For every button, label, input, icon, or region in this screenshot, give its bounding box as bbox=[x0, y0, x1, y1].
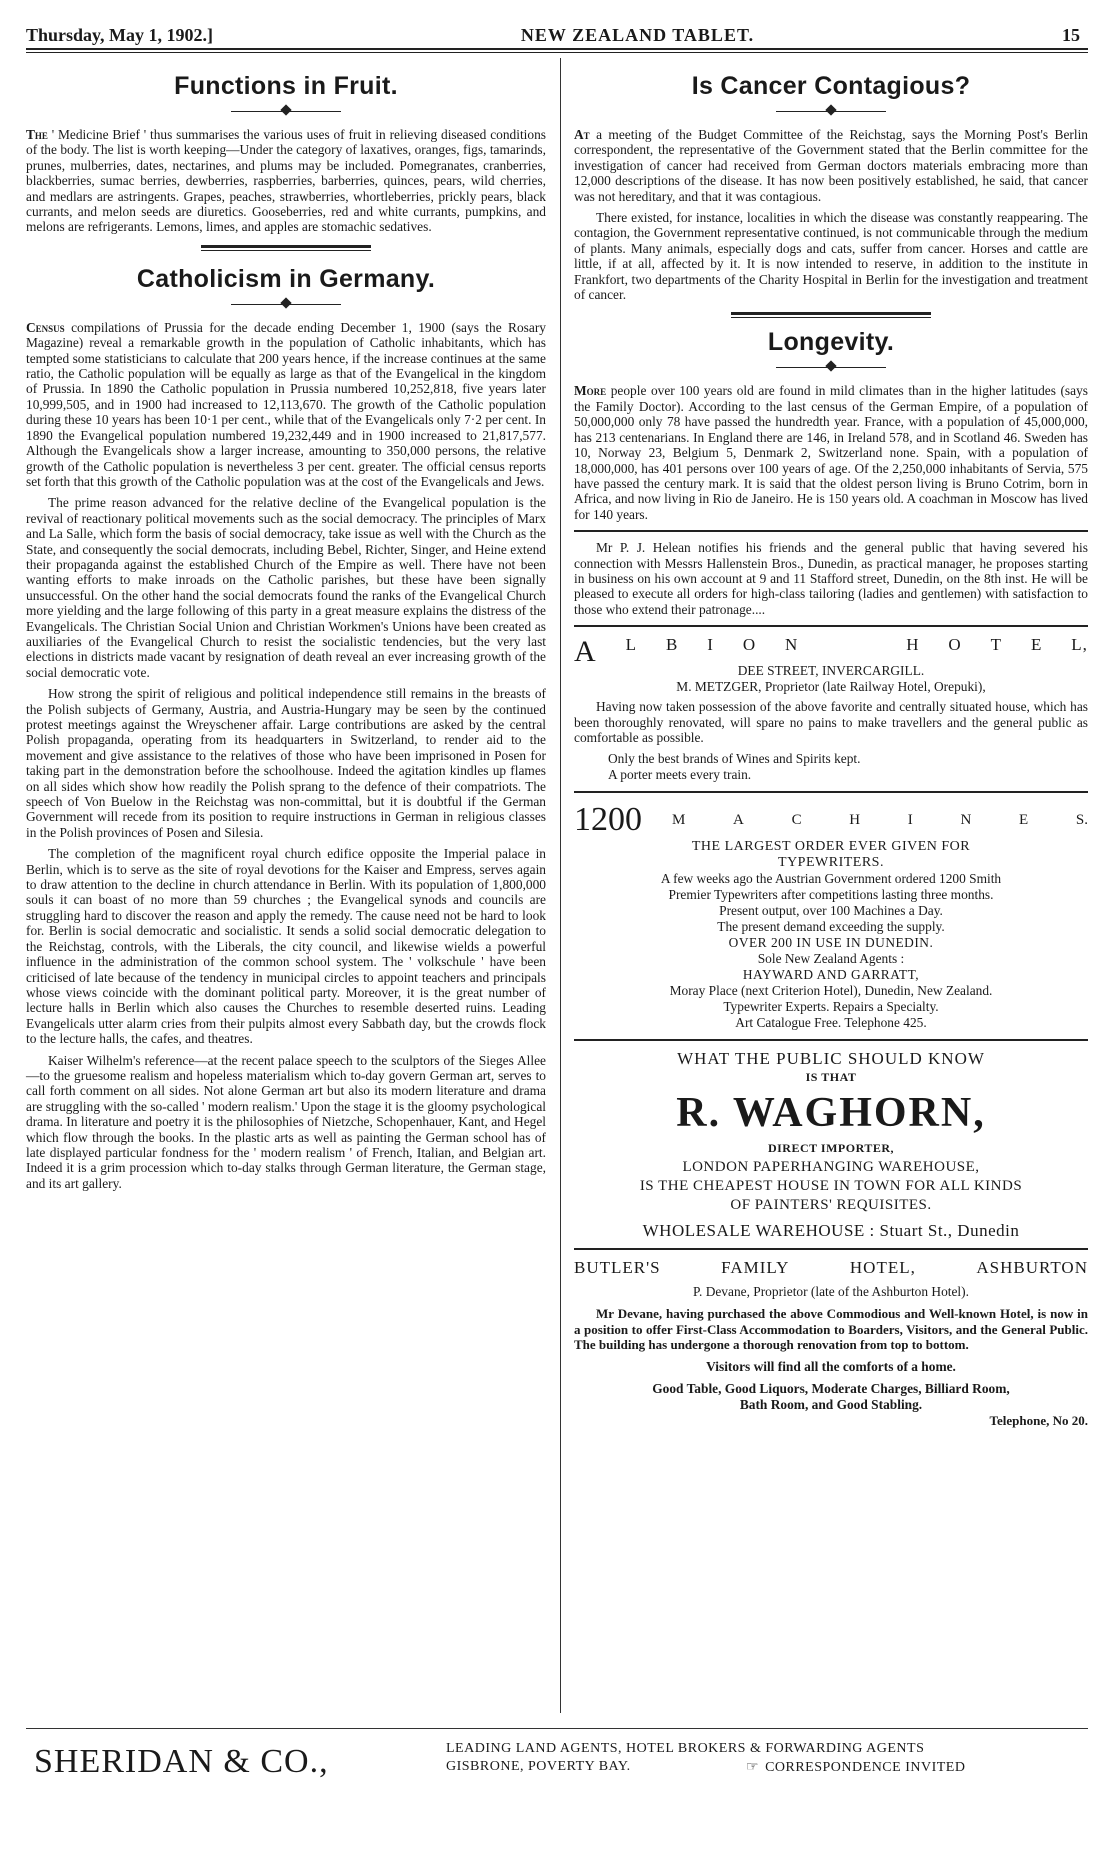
header-rule bbox=[26, 48, 1088, 53]
catholicism-title: Catholicism in Germany. bbox=[136, 264, 436, 293]
newspaper-page bbox=[26, 18, 1088, 1828]
machines-letter: S. bbox=[1075, 812, 1088, 829]
albion-letter: A bbox=[574, 635, 597, 669]
waghorn-l4: LONDON PAPERHANGING WAREHOUSE, bbox=[682, 1159, 980, 1176]
catholicism-p1-text: compilations of Prussia for the decade ending December 1, 1900 (says the Rosary Magazine) reveal a remarkable growth in the population of Catholic inhabitants, which has tempted some statisticians to calculate that 200 years hence, if the increase continues at the same ratio, the Catholic population will be equally as large as that of the Evangelical in the kingdom of Prussia. In 1890 the Catholic population in Prussia numbered 10,252,818, five years later 10,999,505, and in 1900 had increased to 12,113,670. The growth of the Catholic population during these 10 years has been 10·1 per cent., while that of the Evangelicals only 7·2 per cent. In 1890 the Evangelical population numbered 19,232,449 and in 1900 increased to 21,817,577. Although the Evangelicals show a larger increase, amounting to 350,000 persons, the relative growth of the Catholic population is nevertheless 3 per cent. greater. The official census reports set forth that this growth of the Catholic population was at the cost of the Evangelicals and Jews. bbox=[26, 319, 546, 489]
ornament-divider bbox=[776, 105, 886, 119]
right-column bbox=[574, 58, 1088, 1429]
machines-letter: N bbox=[960, 812, 972, 829]
butler-word: HOTEL, bbox=[849, 1258, 916, 1278]
butler-word: ASHBURTON bbox=[976, 1258, 1088, 1278]
waghorn-name: R. WAGHORN, bbox=[676, 1090, 986, 1137]
sheridan-l1: LEADING LAND AGENTS, HOTEL BROKERS & FORWARDING AGENTS bbox=[446, 1741, 925, 1756]
waghorn-l2: IS THAT bbox=[805, 1070, 857, 1085]
columns bbox=[26, 58, 1088, 1713]
machines-l9: HAYWARD AND GARRATT, bbox=[742, 967, 920, 983]
machines-l3: A few weeks ago the Austrian Government ordered 1200 Smith bbox=[660, 871, 1002, 887]
section-divider bbox=[201, 245, 371, 251]
butler-l5: Telephone, No 20. bbox=[989, 1412, 1088, 1428]
section-divider bbox=[731, 312, 931, 318]
header-date: Thursday, May 1, 1902.] bbox=[26, 25, 214, 45]
longevity-article bbox=[574, 383, 1088, 522]
albion-letter: H bbox=[906, 635, 920, 655]
fruit-lead: The bbox=[26, 127, 48, 142]
ornament-divider bbox=[231, 298, 341, 312]
machines-letter: E bbox=[1019, 812, 1029, 829]
rule bbox=[574, 625, 1088, 627]
sheridan-l3-group bbox=[746, 1759, 965, 1776]
waghorn-l1: WHAT THE PUBLIC SHOULD KNOW bbox=[677, 1049, 985, 1069]
albion-address: DEE STREET, INVERCARGILL. bbox=[737, 663, 925, 679]
albion-letter: I bbox=[707, 635, 714, 655]
albion-proprietor: M. METZGER, Proprietor (late Railway Hotel, Orepuki), bbox=[676, 679, 986, 695]
cancer-p1 bbox=[574, 127, 1088, 204]
albion-letter: L, bbox=[1071, 635, 1088, 655]
machines-l5: Present output, over 100 Machines a Day. bbox=[719, 903, 943, 919]
sheridan-l2: GISBRONE, POVERTY BAY. bbox=[446, 1759, 631, 1774]
ornament-divider bbox=[776, 361, 886, 375]
longevity-lead: More bbox=[574, 383, 607, 399]
albion-letter: O bbox=[948, 635, 962, 655]
albion-l3: A porter meets every train. bbox=[608, 767, 752, 783]
butler-proprietor: P. Devane, Proprietor (late of the Ashburton Hotel). bbox=[693, 1284, 969, 1300]
machines-l4: Premier Typewriters after competitions lasting three months. bbox=[668, 887, 994, 903]
fruit-article bbox=[26, 127, 546, 235]
column-divider bbox=[560, 58, 561, 1713]
catholicism-p3: How strong the spirit of religious and political independence still remains in the breasts of the Polish subjects of Germany, Austria, and Austria-Hungary may be seen by the continued protest meetings against the Wreyschener affair. Large contributions are asked by the central Polish propaganda, operating from its headquarters in Switzerland, to render aid to the movement and give assistance to the relatives of those who have been imprisoned in Posen for taking part in the demonstration before the schoolhouse. Indeed the agitation kindles up flames on all sides which show how readily the Polish sprang to the defence of their compatriots. The speech of Von Buelow in the Reichstag was non-committal, but it is doubtful if the German Government will recede from its position to require instructions in German in religious classes in the Polish provinces of Posen and Silesia. bbox=[26, 686, 546, 840]
catholicism-p4: The completion of the magnificent royal church edifice opposite the Imperial palace in Berlin, which is to serve as the site of royal devotions for the Kaiser and Empress, serves again to draw attention to the decline in church attendance in Berlin. With its population of 1,800,000 souls it can boast of no more than 59 churches ; the Evangelical synods and councils are struggling hard to discover the reason and apply the remedy. The cause need not be hard to look for. Berlin is social democratic and socialistic. It sends a solid social democratic delegation to the Reichstag, controls, with the Liberals, the city council, and likewise wields a powerful influence in the administration of the common school system. The ' volkschule ' have been criticised of late because of the tendency in municipal circles to appoint teachers and principals whose views coincide with the dominant political party. Moreover, it is the great number of lecture halls in Berlin which also causes the Churches to resemble deserted ruins. Leading Evangelicals utter alarm cries from their pulpits almost every Sabbath day, but the crowds flock to the lecture halls, the cafes, and theatres. bbox=[26, 846, 546, 1047]
machines-letter: C bbox=[791, 812, 802, 829]
machines-letter: M bbox=[672, 812, 686, 829]
longevity-title: Longevity. bbox=[767, 328, 895, 357]
albion-letter: N bbox=[785, 635, 799, 655]
header-page-number: 15 bbox=[1061, 25, 1080, 45]
albion-letter: E bbox=[1030, 635, 1043, 655]
waghorn-ad bbox=[574, 1049, 1088, 1240]
butler-word: BUTLER'S bbox=[574, 1258, 661, 1278]
machines-l12: Art Catalogue Free. Telephone 425. bbox=[735, 1015, 927, 1031]
butler-l4: Bath Room, and Good Stabling. bbox=[739, 1396, 923, 1412]
albion-letter: L bbox=[625, 635, 637, 655]
butler-heading bbox=[574, 1258, 1088, 1278]
rule bbox=[574, 791, 1088, 793]
machines-heading bbox=[574, 801, 1088, 839]
albion-hotel-ad bbox=[574, 635, 1088, 783]
helean-notice: Mr P. J. Helean notifies his friends and the general public that having severed his connection with Messrs Hallenstein Bros., Dunedin, as practical manager, he proposes starting in business on his own account at 9 and 11 Stafford street, Dunedin, on the 8th inst. He will be pleased to execute all orders for high-class tailoring (ladies and gentlemen) with satisfaction to those who extend their patronage.... bbox=[574, 540, 1088, 617]
catholicism-p5: Kaiser Wilhelm's reference—at the recent palace speech to the sculptors of the Sieges Allee—to the gruesome realism and hopeless materialism which to-day govern German art, serves to call forth comment on all sides. Not alone German art but also its modern literature and drama are struggling with the so-called ' modern realism.' Upon the stage it is the gloomy psychological drama. In literature and poetry it is the philosophies of Nietzche, Schopenhauer, Kant, and Hegel which flow through the books. In the plastic arts as well as painting the German school has of late displayed particular fondness for the ' modern realism ' of French, Italian, and Belgian art. Indeed it is a grim procession which to-day stalks through German literature, the German stage, and its art gallery. bbox=[26, 1052, 546, 1191]
machines-l7: OVER 200 IN USE IN DUNEDIN. bbox=[728, 935, 934, 951]
catholicism-lead: Census bbox=[26, 319, 65, 335]
albion-l2: Only the best brands of Wines and Spirits kept. bbox=[608, 751, 861, 767]
sheridan-l3: CORRESPONDENCE INVITED bbox=[765, 1760, 966, 1775]
albion-letter: O bbox=[742, 635, 757, 655]
waghorn-l6: OF PAINTERS' REQUISITES. bbox=[730, 1197, 932, 1214]
page-header bbox=[26, 18, 1088, 46]
cancer-p2: There existed, for instance, localities in which the disease was constantly reappearing. The contagion, the Government representative continued, is not communicable through the medium of plants. Many animals, especially dogs and cats, suffer from cancer. Horses and cattle are little, if at all, affected by it. It is now intended to reserve, in addition to the institute in Frankfort, two departments of the Charity Hospital in Berlin for the investigation and treatment of cancer. bbox=[574, 210, 1088, 303]
sheridan-name: SHERIDAN & CO., bbox=[34, 1743, 329, 1780]
butler-hotel-ad bbox=[574, 1258, 1088, 1428]
rule bbox=[574, 1248, 1088, 1250]
waghorn-l7: WHOLESALE WAREHOUSE : Stuart St., Dunedin bbox=[642, 1221, 1020, 1241]
machines-letter: A bbox=[733, 812, 744, 829]
albion-letter: T bbox=[990, 635, 1003, 655]
cancer-title: Is Cancer Contagious? bbox=[691, 72, 971, 100]
ornament-divider bbox=[231, 105, 341, 119]
machines-l10: Moray Place (next Criterion Hotel), Dunedin, New Zealand. bbox=[669, 983, 993, 999]
machines-ad bbox=[574, 801, 1088, 1031]
butler-word: FAMILY bbox=[721, 1258, 790, 1278]
cancer-p1-text: a meeting of the Budget Committee of the Reichstag, says the Morning Post's Berlin correspondent, the representative of the Government stated that the Berlin committee for the investigation of cancer had received from German doctors materials embracing more than 12,000 descriptions of the disease. It has now been positively established, he said, that cancer was not hereditary, and that it was contagious. bbox=[574, 127, 1088, 204]
longevity-body: people over 100 years old are found in mild climates than in the higher latitudes (says the Family Doctor). According to the last census of the German Empire, of a population of 50,000,000 only 78 have passed the hundredth year. France, with a population of 45,000,000, has 213 centenarians. In England there are 146, in Ireland 578, and in Scotland 46. Sweden has 10, Norway 23, Belgium 5, Denmark 2, Switzerland none. Spain, with a population of 18,000,000, has 401 persons over 100 years of age. Of the 2,250,000 inhabitants of Servia, 575 have passed the century mark. It is said that the oldest person living is Bruno Cotrim, born in Africa, and now living in Rio de Janeiro. He is 150 years old. A coachman in Moscow has lived for 140 years. bbox=[574, 383, 1088, 522]
butler-p1: Mr Devane, having purchased the above Commodious and Well-known Hotel, is now in a position to offer First-Class Accommodation to Boarders, Visitors, and the General Public. The building has undergone a thorough renovation from top to bottom. bbox=[574, 1306, 1088, 1353]
machines-l11: Typewriter Experts. Repairs a Specialty. bbox=[723, 999, 939, 1015]
butler-l2: Visitors will find all the comforts of a home. bbox=[706, 1358, 956, 1374]
albion-p1: Having now taken possession of the above favorite and centrally situated house, which has been thoroughly renovated, will spare no pains to make travellers and the general public as comfortable as possible. bbox=[574, 699, 1088, 745]
pointing-hand-icon: ☞ bbox=[746, 1760, 760, 1775]
waghorn-l5: IS THE CHEAPEST HOUSE IN TOWN FOR ALL KINDS bbox=[639, 1178, 1023, 1195]
machines-letter: H bbox=[849, 812, 861, 829]
left-column bbox=[26, 58, 546, 1197]
machines-number: 1200 bbox=[574, 801, 642, 839]
fruit-body: ' Medicine Brief ' thus summarises the various uses of fruit in relieving diseased conditions of the body. The list is worth keeping—Under the category of laxatives, oranges, figs, tamarinds, prunes, mulberries, dates, nectarines, and plums may be included. Pomegranates, cranberries, blackberries, sumac berries, dewberries, raspberries, barberries, quinces, pears, wild cherries, and medlars are astringents. Grapes, peaches, strawberries, whortleberries, prickly pears, black currants, and melon seeds are diuretics. Gooseberries, red and white currants, pumpkins, and melons are refrigerants. Lemons, limes, and apples are stomachic sedatives. bbox=[26, 127, 546, 235]
rule bbox=[574, 530, 1088, 532]
waghorn-l3: DIRECT IMPORTER, bbox=[767, 1141, 895, 1156]
cancer-lead: At bbox=[574, 127, 590, 142]
machines-l1: THE LARGEST ORDER EVER GIVEN FOR bbox=[691, 839, 971, 855]
header-publication: NEW ZEALAND TABLET. bbox=[520, 25, 755, 45]
fruit-title: Functions in Fruit. bbox=[174, 72, 398, 100]
catholicism-p2: The prime reason advanced for the relative decline of the Evangelical population is the revival of reactionary political movements such as the social democracy. The principles of Marx and La Salle, which form the basis of social democracy, take issue as well with the Church as the State, and consequently the social democrats, including Bebel, Richter, Singer, and Heine extend their propaganda against the established Church of the Empire as well. There have not been wanting efforts to make inroads on the Catholic parishes, but these have been signally unsuccessful. On the other hand the social democrats found the ranks of the Evangelical Church more yielding and the large following of this party in a great measure explains the distress of the Evangelicals. The Christian Social Union and Christian Workmen's Unions have been created as auxiliaries of the Evangelical Church to resist the socialistic tendencies, but the very last elections in districts made vacant by resignation of death reveal an ever increasing growth of the social democratic vote. bbox=[26, 495, 546, 680]
machines-letters bbox=[672, 812, 1088, 839]
machines-l6: The present demand exceeding the supply. bbox=[717, 919, 945, 935]
machines-letter: I bbox=[907, 812, 913, 829]
machines-l2: TYPEWRITERS. bbox=[778, 855, 884, 871]
catholicism-p1 bbox=[26, 320, 546, 489]
machines-l8: Sole New Zealand Agents : bbox=[757, 951, 905, 967]
albion-letter: B bbox=[665, 635, 679, 655]
footer-ad bbox=[26, 1728, 1088, 1789]
rule bbox=[574, 1039, 1088, 1041]
butler-l3: Good Table, Good Liquors, Moderate Charges, Billiard Room, bbox=[652, 1380, 1010, 1396]
